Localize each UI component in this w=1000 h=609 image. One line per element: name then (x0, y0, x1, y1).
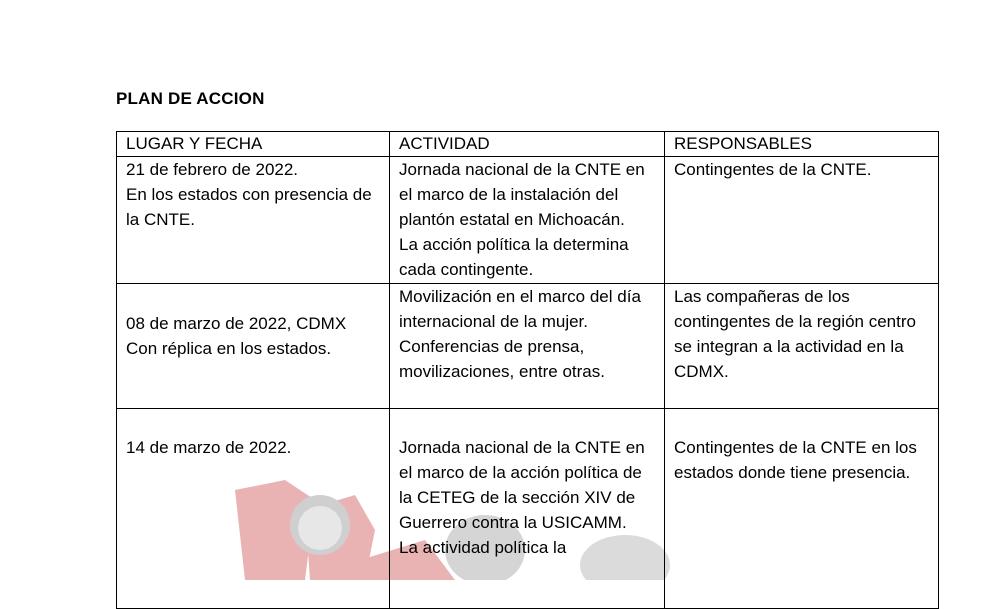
cell-line: La acción política la determina cada contingente. (399, 235, 629, 279)
header-actividad: ACTIVIDAD (390, 132, 665, 157)
cell-line: Con réplica en los estados. (126, 339, 332, 358)
cell-line: En los estados con presencia de la CNTE. (126, 185, 372, 229)
header-responsables: RESPONSABLES (665, 132, 939, 157)
cell-responsables (665, 157, 939, 284)
cell-line: Jornada nacional de la CNTE en el marco de la acción política de la CETEG de la sección XIV de Guerrero contra la USICAMM. (399, 438, 645, 532)
table-row (117, 409, 939, 609)
cell-line: Conferencias de prensa, movilizaciones, entre otras. (399, 337, 605, 381)
cell-responsables (665, 409, 939, 609)
cell-lugar (117, 284, 390, 409)
cell-responsables (665, 284, 939, 409)
cell-line: 14 de marzo de 2022. (126, 438, 292, 457)
document-title: PLAN DE ACCION (116, 89, 265, 108)
cell-line: 08 de marzo de 2022, CDMX (126, 314, 347, 333)
cell-line: Contingentes de la CNTE en los estados donde tiene presencia. (674, 438, 917, 482)
cell-line: Las compañeras de los contingentes de la región centro se integran a la actividad en la CDMX. (674, 287, 916, 381)
table-row (117, 284, 939, 409)
cell-lugar (117, 157, 390, 284)
table-row (117, 157, 939, 284)
cell-line: La actividad política la (399, 538, 567, 557)
cell-lugar (117, 409, 390, 609)
cell-actividad (390, 157, 665, 284)
table-header-row (117, 132, 939, 157)
cell-line: 21 de febrero de 2022. (126, 160, 299, 179)
cell-line: Movilización en el marco del día internacional de la mujer. (399, 287, 641, 331)
header-lugar: LUGAR Y FECHA (117, 132, 390, 157)
cell-actividad (390, 409, 665, 609)
action-plan-table (116, 131, 939, 609)
cell-line: Contingentes de la CNTE. (674, 160, 872, 179)
cell-line: Jornada nacional de la CNTE en el marco de la instalación del plantón estatal en Michoacán. (399, 160, 645, 229)
cell-actividad (390, 284, 665, 409)
